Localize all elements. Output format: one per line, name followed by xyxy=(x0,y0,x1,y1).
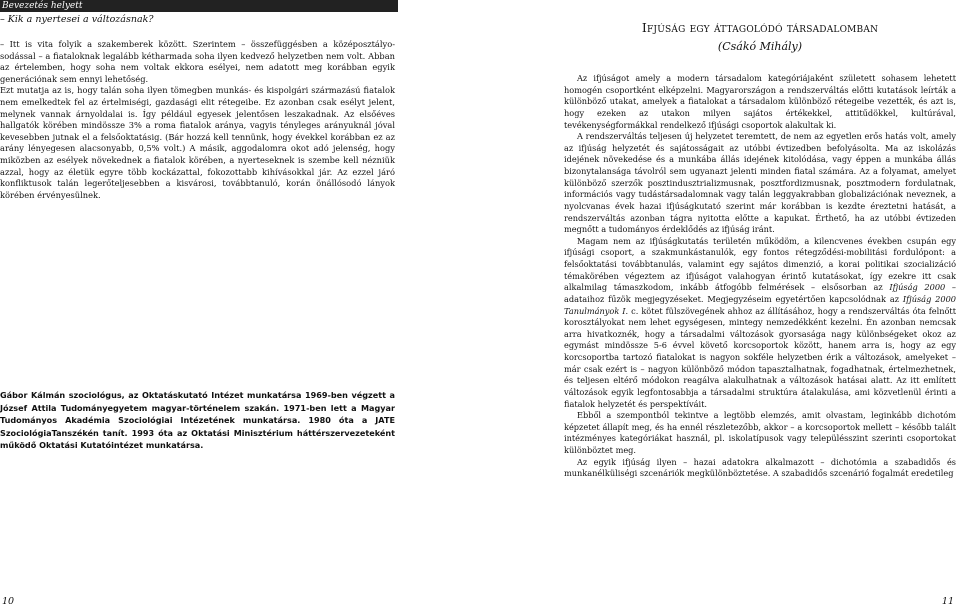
right-text-column xyxy=(564,73,956,480)
italic-title: Ifjúság 2000 xyxy=(889,282,946,293)
paragraph: Ebből a szempontból tekintve a legtöbb elemzés, amit olvastam, leginkább dichotóm képzetet állapít meg, és ha ennél részletezőbb, akkor – a korcsoportok mellett – később talált intézményes kategóriákat használ, pl. iskolatípusok vagy településszint szerinti csoportokat különböztet meg. xyxy=(564,410,956,455)
text-run: Magam nem az ifjúságkutatás területén működöm, a kilencvenes években csupán egy ifjúsági csoport, a szakmunkástanulók, egy fontos rétegződési-mobilitási fordulópont: a felsőoktatási továbbtanulás, valamint egy sajátos dimenzió, a korai politikai szocializáció témakörében végeztem az ifjúságot valahogyan érintő kutatásokat, így ezekre itt csak alkalmilag támaszkodom, inkább átfogóbb felmérések – elsősorban az xyxy=(564,235,956,293)
running-header: Bevezetés helyett xyxy=(0,0,398,12)
left-text-column xyxy=(0,39,395,201)
article-author: (Csákó Mihály) xyxy=(717,40,803,53)
paragraph xyxy=(564,236,956,410)
paragraph: – Itt is vita folyik a szakemberek között. Szerintem – összefüggésben a középosztályo-sodással – a fiataloknak legalább kétharmada soha ilyen kedvező helyzetben nem volt. Abban az értelemben, hogy soha nem voltak ekkora esélyei, nem adatott meg korábban egyik generációnak sem ennyi lehetőség. xyxy=(0,39,395,84)
page-number: 10 xyxy=(2,596,15,607)
italic-title: Ifjúság 2000 Tanulmányok I. xyxy=(564,293,956,316)
paragraph: Ezt mutatja az is, hogy talán soha ilyen tömegben munkás- és kispolgári származású fiatalok nem emelkedtek fel az értelmiségi, gazdasági elit rétegeibe. Ez azonban csak esélyt jelent, melynek vannak árnyoldalai is. Így például egyesek jelentősen leszakadnak. Az elsőéves hallgatók körében mindössze 3% a roma fiatalok aránya, vagyis tényleges arányuknál jóval kevesebben jutnak el a felsőoktatásig. (Bár hozzá kell tennünk, hogy évekkel korábban ez az arány lényegesen alacsonyabb, 0,5% volt.) A másik, aggodalomra okot adó jelenség, hogy miközben az esélyek növekednek a fiatalok körében, a nyerteseknek is szembe kell nézniük azzal, hogy az életük egyre több kockázattal, fokozottabb kihívásokkal jár. Az ezzel járó konfliktusok talán legerőteljesebben a kisvárosi, továbbtanuló, korán önállósodó lányok körében érvényesülnek. xyxy=(0,85,395,200)
page-number: 11 xyxy=(941,596,954,607)
right-page xyxy=(560,0,956,608)
paragraph: Az ifjúságot amely a modern társadalom kategóriájaként született sohasem lehetett homogén csoportként elképzelni. Magyarországon a rendszerváltás előtti kutatások leírták a különböző utakat, amelyek a fiatalokat a társadalom különböző rétegeibe vezették, és azt is, hogy ezeken az utakon milyen sajátos értékekkel, attitűdökkel, kultúrával, tevékenységformákkal rendelkező ifjúsági csoportok alakultak ki. xyxy=(564,73,956,130)
paragraph: Az egyik ifjúság ilyen – hazai adatokra alkalmazott – dichotómia a szabadidős és munkanélküliségi szcenáriók megkülönböztetése. A szabadidős szcenárió fogalmát eredetileg xyxy=(564,456,956,479)
paragraph: A rendszerváltás teljesen új helyzetet teremtett, de nem az egyetlen erős hatás volt, amely az ifjúság helyzetét és sajátosságait az utóbbi évtizedben befolyásolta. Ma az iskolázás idejének növekedése és a munkába állás idejének kitolódása, vagy éppen a munkába állás bizonytalansága távolról sem ugyanazt jelenti minden fiatal számára. Az a folyamat, amelyet különböző szerzők posztindusztrializmusnak, posztfordizmusnak, posztmodern fordulatnak, információs vagy tudástársadalomnak vagy talán leggyakrabban globalizációnak neveznek, a nyolcvanas évek hazai ifjúságkutató szerint már korábban is kezdte éreztetni hatását, a rendszerváltás azonban tágra nyitotta előtte a kapukat. Érthető, ha az utóbbi évtizeden megnőtt a tudományos érdeklődés az ifjúság iránt. xyxy=(564,131,956,235)
text-run: – adataihoz fűzök megjegyzéseket. Megjegyzéseim egyetértően kapcsolódnak az xyxy=(564,282,957,304)
left-page xyxy=(0,0,400,608)
article-title: Ifjúság egy áttagolódó társadalomban xyxy=(641,20,879,35)
author-bio: Gábor Kálmán szociológus, az Oktatáskutató Intézet munkatársa 1969-ben végzett a József Attila Tudományegyetem magyar-történelem szakán. 1971-ben lett a Magyar Tudományos Akadémia Szociológiai Intézetének munkatársa. 1980 óta a JATE SzociológiaTanszékén tanít. 1993 óta az Oktatási Minisztérium háttérszervezeteként működő Oktatási Kutatóintézet munkatársa. xyxy=(0,390,395,450)
text-run: c. kötet fülszövegének ahhoz az állításához, hogy a rendszerváltás óta felnőtt korosztályokat nem lehet egységesen, mintegy nemzedékként kezelni. Én azonban nemcsak arra hivatkoznék, hogy a társadalmi változások gyorsasága nagy különbségeket okoz az egymást mindössze 5-6 évvel követő korcsoportok között, hanem arra is, hogy az egy korcsoportba tartozó fiatalokat is nagyon sokféle helyzetben érik a változások, amelyeket – már csak ezért is – nagyon különböző módon tapasztalhatnak, fogadhatnak, értelmezhetnek, és teljesen eltérő módokon reagálva alakulhatnak a változások hatásai alatt. Az itt említett változások egyik legfontosabbja a társadalmi struktúra átalakulása, ami közvetlenül érinti a fiatalok helyzetét és perspektíváit. xyxy=(564,305,956,409)
interview-question: – Kik a nyertesei a változásnak? xyxy=(0,14,154,25)
